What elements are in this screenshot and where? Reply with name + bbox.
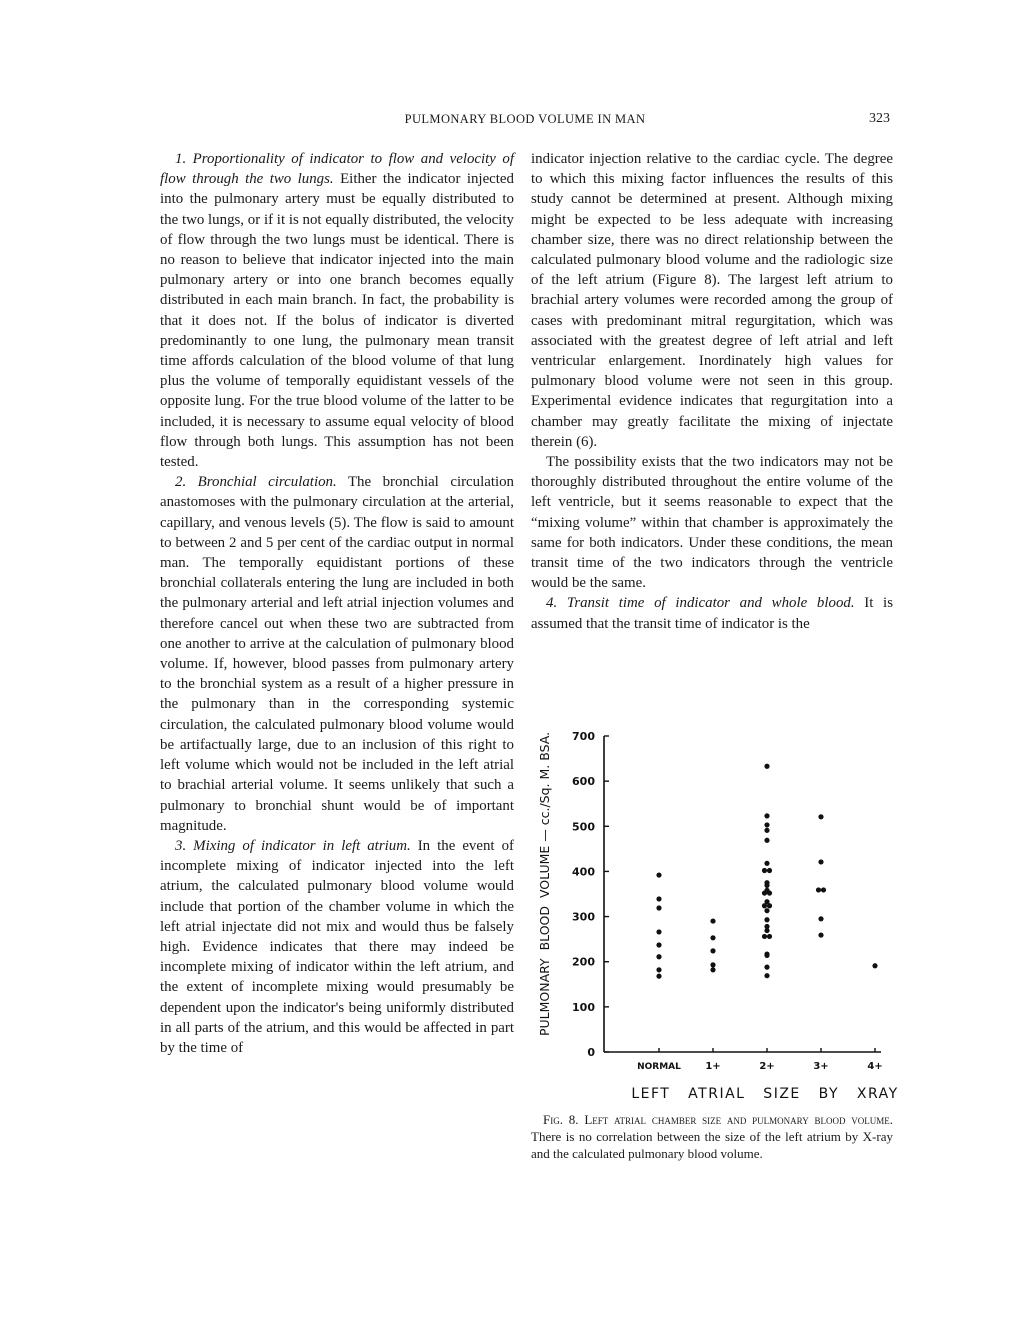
y-tick-label: 600 — [572, 775, 595, 789]
x-axis-label: LEFT ATRIAL SIZE BY XRAY — [631, 1086, 899, 1102]
paragraph-proportionality — [160, 149, 514, 472]
data-point — [818, 916, 823, 921]
data-point — [656, 942, 661, 947]
data-point — [764, 822, 769, 827]
section-heading: 2. Bronchial circulation. — [175, 474, 337, 491]
data-point — [656, 954, 661, 959]
data-point — [816, 887, 821, 892]
data-point — [764, 908, 769, 913]
data-point — [764, 965, 769, 970]
data-point — [764, 813, 769, 818]
y-tick-label: 400 — [572, 865, 595, 879]
figure-caption — [531, 1111, 893, 1162]
paragraph-body: Either the indicator injected into the pulmonary artery must be equally distributed to the two lungs, or if it is not equally distributed, the velocity of flow through the two lungs must be identical. There is no reason to believe that indicator injected into the main pulmonary artery or into one branch becomes equally distributed in each main branch. In fact, the probability is that it does not. If the bolus of indicator is diverted predominantly to one lung, the pulmonary mean transit time affords calculation of the blood volume of that lung plus the volume of temporally equidistant vessels of the opposite lung. For the true blood volume of the latter to be included, it is necessary to assume equal velocity of blood flow through both lungs. This assumption has not been tested. — [160, 171, 514, 471]
data-point — [710, 967, 715, 972]
left-column — [160, 149, 514, 1058]
data-point — [764, 917, 769, 922]
x-tick-label: 1+ — [705, 1061, 721, 1072]
paragraph-body: In the event of incomplete mixing of indicator injected into the left atrium, the calculated pulmonary blood volume would include that portion of the chamber volume in which the left atrial injectate did not mix and would thus be falsely high. Evidence indicates that there may indeed be incomplete mixing of indicator within the left atrium, and the extent of incomplete mixing would presumably be dependent upon the indicator's being uniformly distributed in all parts of the atrium, and this would be affected in part by the time of — [160, 837, 514, 1056]
paragraph-body: The bronchial circulation anastomoses with the pulmonary circulation at the arterial, capillary, and venous levels (5). The flow is said to amount to between 2 and 5 per cent of the cardiac output in normal man. The temporally equidistant portions of these bronchial collaterals entering the lung are included in both the pulmonary arterial and left atrial injection volumes and therefore cancel out when these two are subtracted from one another to arrive at the calculation of pulmonary blood volume. If, however, blood passes from pulmonary artery to the bronchial system as a result of a higher pressure in the pulmonary than in the corresponding systemic circulation, the calculated pulmonary blood volume would be artifactually large, due to an inclusion of this right to left volume which would not be included in the left atrial to brachial arterial volume. It seems unlikely that such a pulmonary to bronchial shunt would be of important magnitude. — [160, 474, 514, 834]
data-point — [872, 963, 877, 968]
data-point — [818, 932, 823, 937]
running-title: PULMONARY BLOOD VOLUME IN MAN — [404, 112, 646, 126]
data-point — [764, 764, 769, 769]
data-point — [762, 934, 767, 939]
data-point — [710, 935, 715, 940]
data-point — [656, 929, 661, 934]
paragraph-continued: indicator injection relative to the cardiac cycle. The degree to which this mixing factor influences the results of this study cannot be determined at present. Although mixing might be expected to be less adequate with increasing chamber size, there was no direct relationship between the calculated pulmonary blood volume and the radiologic size of the left atrium (Figure 8). The largest left atrium to brachial artery volumes were recorded among the group of cases with predominant mitral regurgitation, which was associated with the greatest degree of left atrial and left ventricular enlargement. Inordinately high values for pulmonary blood volume were not seen in this group. Experimental evidence indicates that regurgitation into a chamber may greatly facilitate the mixing of injectate therein (6). — [531, 151, 893, 450]
right-column — [531, 149, 893, 634]
y-tick-label: 300 — [572, 910, 595, 924]
data-point — [821, 887, 826, 892]
data-point — [767, 934, 772, 939]
section-heading: 1. Proportionality of indicator to flow and velocity of flow through the two lungs. — [160, 151, 514, 188]
caption-body: There is no correlation between the size of the left atrium by X-ray and the calculated pulmonary blood volume. — [531, 1129, 893, 1161]
data-point — [710, 918, 715, 923]
y-axis-label-group — [537, 732, 552, 1036]
data-point — [764, 973, 769, 978]
y-tick-label: 500 — [572, 820, 595, 834]
data-point — [656, 967, 661, 972]
data-point — [764, 828, 769, 833]
paragraph-body: It is assumed that the transit time of indicator is the — [531, 595, 893, 632]
y-tick-label: 200 — [572, 955, 595, 969]
y-axis-label: PULMONARY BLOOD VOLUME — cc./Sq. M. BSA. — [537, 731, 552, 1037]
data-point — [764, 953, 769, 958]
data-point — [762, 868, 767, 873]
data-point — [818, 859, 823, 864]
scatter-plot — [525, 720, 905, 1110]
page-number: 323 — [869, 111, 890, 126]
data-point — [656, 872, 661, 877]
running-head — [160, 112, 890, 132]
data-point — [767, 890, 772, 895]
data-point — [764, 928, 769, 933]
section-heading: 4. Transit time of indicator and whole blood. — [546, 595, 855, 612]
data-point — [656, 896, 661, 901]
x-tick-label: NORMAL — [637, 1062, 681, 1072]
paragraph-bronchial-circulation — [160, 472, 514, 836]
data-point — [767, 903, 772, 908]
paragraph-transit-time — [531, 593, 893, 633]
data-point — [764, 861, 769, 866]
x-tick-label: 4+ — [867, 1061, 883, 1072]
data-points — [656, 764, 877, 979]
data-point — [762, 890, 767, 895]
paragraph-possibility: The possibility exists that the two indicators may not be thoroughly distributed throughout the entire volume of the left ventricle, but it seems reasonable to expect that the “mixing volume” within that chamber is approximately the same for both indicators. Under these conditions, the mean transit time of the two indicators through the ventricle would be the same. — [531, 454, 893, 592]
figure-title: Left atrial chamber size and pulmonary blood volume. — [584, 1112, 894, 1127]
data-point — [764, 838, 769, 843]
y-tick-label: 0 — [587, 1046, 595, 1059]
data-point — [710, 948, 715, 953]
y-tick-label: 100 — [572, 1000, 595, 1014]
data-point — [767, 868, 772, 873]
data-point — [656, 974, 661, 979]
y-tick-label: 700 — [572, 730, 595, 743]
data-point — [818, 814, 823, 819]
x-tick-label: 2+ — [759, 1061, 775, 1072]
data-point — [656, 905, 661, 910]
data-point — [762, 903, 767, 908]
paragraph-mixing-indicator — [160, 836, 514, 1058]
figure-8-chart — [525, 720, 905, 1110]
figure-label: Fig. 8. — [543, 1112, 579, 1127]
data-point — [764, 883, 769, 888]
data-point — [710, 962, 715, 967]
section-heading: 3. Mixing of indicator in left atrium. — [175, 837, 411, 854]
x-tick-label: 3+ — [813, 1061, 829, 1072]
